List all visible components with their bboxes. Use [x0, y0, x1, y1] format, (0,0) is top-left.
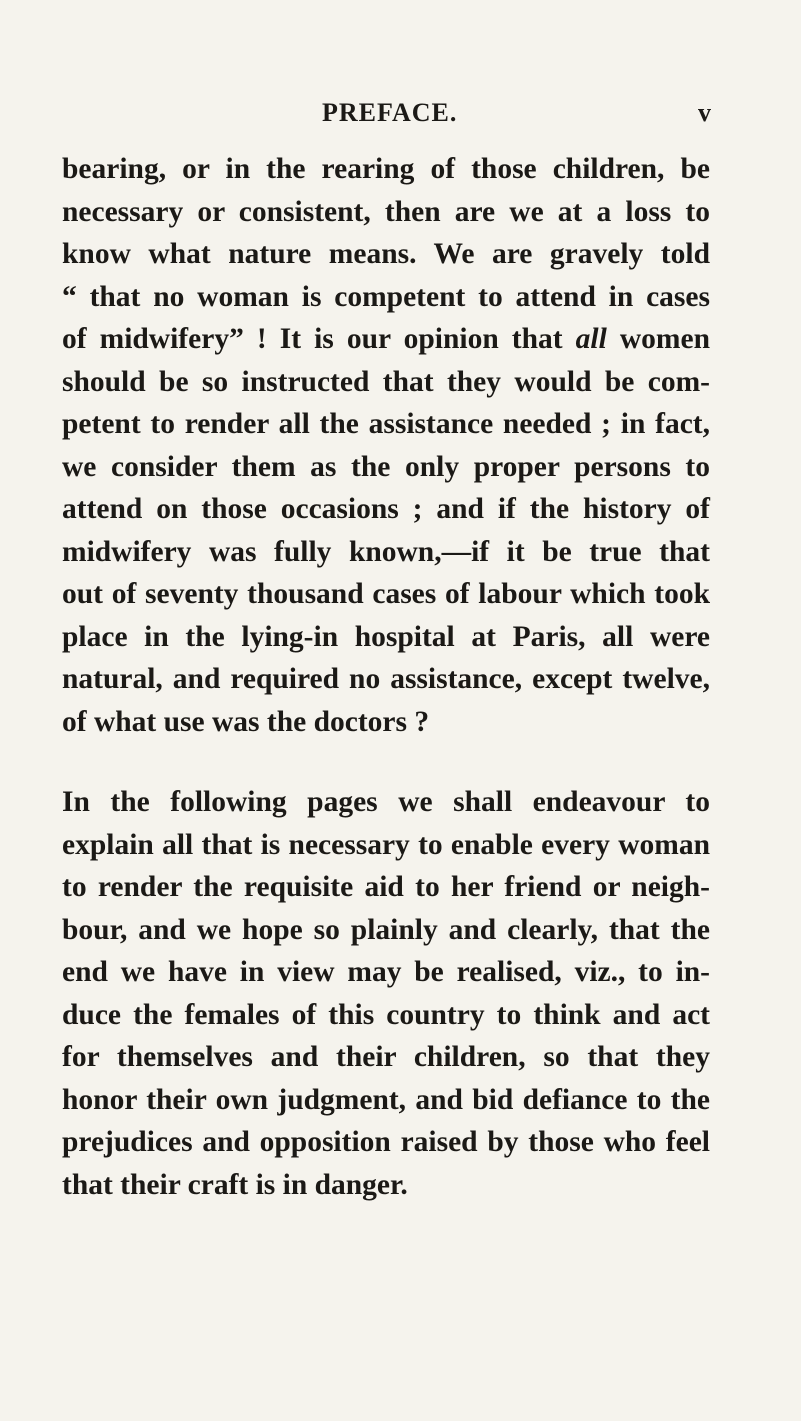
text-line: know what nature means. We are gravely told [62, 238, 710, 270]
text-line: of what use was the doctors ? [62, 705, 430, 738]
text-line: necessary or consistent, then are we at a loss to [62, 195, 710, 228]
text-line: for themselves and their children, so that they [62, 1041, 710, 1073]
text-line: place in the lying-in hospital at Paris, all were [62, 620, 710, 653]
paragraph-2 [62, 781, 710, 1206]
text-line: duce the females of this country to think and act [62, 998, 710, 1031]
text-line: to render the requisite aid to her friend or neigh- [62, 871, 710, 903]
text-line: should be so instructed that they would be com- [62, 365, 710, 398]
text-line: bearing, or in the rearing of those children, be [62, 153, 710, 185]
text-line: explain all that is necessary to enable every woman [62, 828, 710, 861]
text-line: petent to render all the assistance needed ; in fact, [62, 408, 710, 440]
text-line: end we have in view may be realised, viz., to in- [62, 956, 710, 988]
body-text [62, 148, 710, 1206]
text-line: prejudices and opposition raised by those who feel [62, 1126, 710, 1158]
text-line: “ that no woman is competent to attend in cases [62, 280, 710, 313]
text-line: midwifery was fully known,—if it be true that [62, 535, 710, 568]
text-line: attend on those occasions ; and if the history of [62, 493, 710, 525]
text-line: that their craft is in danger. [62, 1168, 408, 1201]
paragraph-spacer [62, 743, 710, 781]
text-line: out of seventy thousand cases of labour which took [62, 578, 710, 610]
running-title: PREFACE. [322, 98, 458, 127]
text-line: we consider them as the only proper persons to [62, 450, 710, 483]
paragraph-1 [62, 148, 710, 743]
emphasis: all [575, 323, 607, 355]
text-line: In the following pages we shall endeavour to [62, 786, 710, 818]
running-head [0, 98, 801, 128]
page-number: v [698, 98, 711, 127]
text-line: of midwifery” ! It is our opinion that all women [62, 323, 710, 355]
text-line: honor their own judgment, and bid defiance to the [62, 1083, 710, 1116]
text-line: bour, and we hope so plainly and clearly, that the [62, 913, 710, 946]
text-line: natural, and required no assistance, except twelve, [62, 663, 710, 695]
